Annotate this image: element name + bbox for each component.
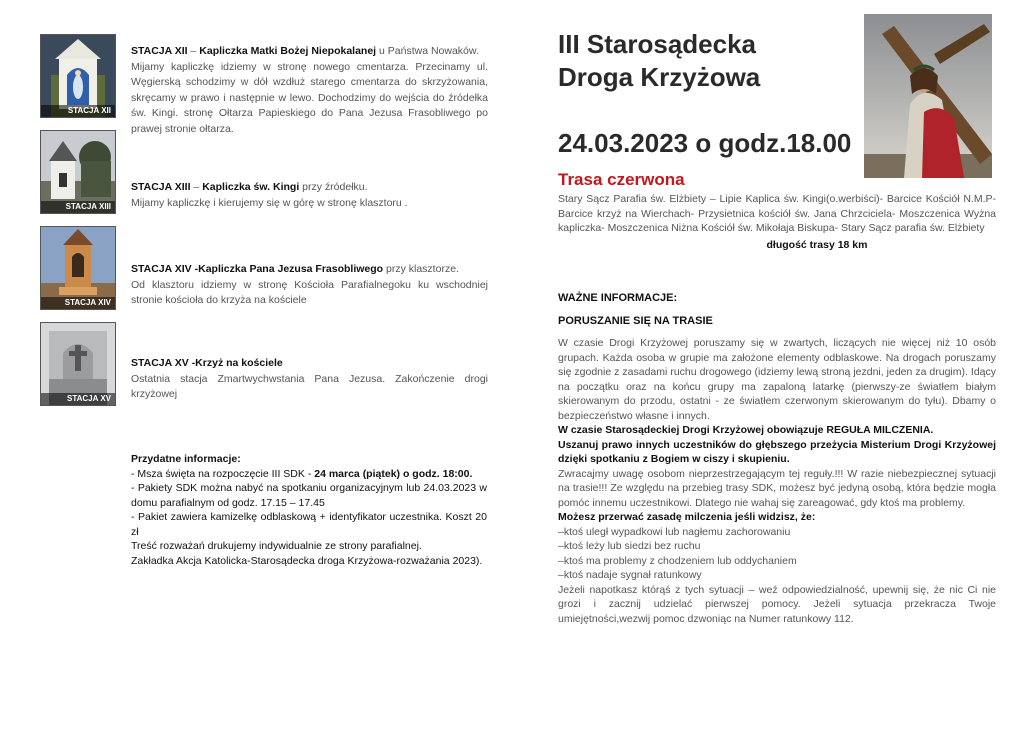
useful-info-item: - Pakiety SDK można nabyć na spotkaniu organizacyjnym lub 24.03.2023 w domu parafialnym od godz. 17.15 – 17.45 [131, 482, 487, 509]
station-xv [40, 322, 490, 418]
station-xii-desc: Mijamy kapliczkę idziemy w stronę nowego cmentarza. Przecinamy ul. Węgierską schodzimy w dół wzdłuż starego cmentarza do skrzyżowania, skręcamy w prawo i następnie w lewo. Dochodzimy do wejścia do źródełka św. Kingi. stronę Ołtarza Papieskiego do Pana Jezusa Frasobliwego po prawej stronie ołtarza. [131, 60, 488, 135]
important-info-heading: WAŻNE INFORMACJE: [558, 292, 678, 304]
station-xiii-tag: STACJA XIII [41, 201, 115, 213]
route-section [558, 170, 996, 251]
station-xv-photo [40, 322, 116, 406]
useful-info-line: Zakładka Akcja Katolicka-Starosądecka droga Krzyżowa-rozważania 2023). [131, 554, 483, 567]
useful-info [131, 452, 487, 568]
useful-info-item: - Pakiet zawiera kamizelkę odblaskową + identyfikator uczestnika. Koszt 20 zł [131, 511, 487, 538]
useful-info-line: Treść rozważań drukujemy indywidualnie ze strony parafialnej. [131, 540, 422, 552]
station-xiv [40, 226, 490, 322]
station-xiv-suffix: przy klasztorze. [383, 263, 459, 275]
jesus-image [864, 14, 992, 178]
list-item: –ktoś leży lub siedzi bez ruchu [558, 540, 701, 552]
respect-paragraph: Uszanuj prawo innych uczestników do głębszego przeżycia Misterium Drogi Krzyżowej dzięki spotkaniu z Bogiem w ciszy i skupieniu. [558, 438, 996, 465]
list-item: –ktoś uległ wypadkowi lub nagłemu zachorowaniu [558, 525, 791, 538]
station-xiii-text: STACJA XIII – Kapliczka św. Kingi przy źródełku. Mijamy kapliczkę i kierujemy się w górę w stronę klasztoru . [131, 181, 408, 209]
silence-rule: W czasie Starosądeckiej Drogi Krzyżowej obowiązuje REGUŁA MILCZENIA. [558, 424, 934, 436]
list-item: –ktoś nadaje sygnał ratunkowy [558, 569, 702, 581]
station-xii-title: STACJA XII [131, 45, 188, 57]
jesus-carrying-cross-image [864, 14, 992, 178]
station-xiv-tag: STACJA XIV [41, 297, 115, 309]
useful-info-mass: - Msza święta na rozpoczęcie III SDK - [131, 467, 315, 480]
station-xiii-desc: Mijamy kapliczkę i kierujemy się w górę w stronę klasztoru . [131, 196, 408, 209]
route-length: długość trasy 18 km [766, 238, 868, 251]
important-info [558, 291, 996, 626]
station-xiii-suffix: przy źródełku. [299, 181, 368, 193]
station-xiii-photo [40, 130, 116, 214]
useful-info-heading: Przydatne informacje: [131, 453, 241, 465]
station-xiv-title: STACJA XIV [131, 263, 192, 275]
useful-info-mass-date: 24 marca (piątek) o godz. 18:00. [314, 467, 473, 480]
movement-paragraph: W czasie Drogi Krzyżowej poruszamy się w zwartych, liczących nie więcej niż 10 osób grupach. Każda osoba w grupie ma założone elementy odblaskowe. Na drogach poruszamy się zgodnie z zasadami ruchu drogowego (idziemy lewą stroną jezdni, jeden za drugim). Idący na początku oraz na końcu grupy ma zapaloną latarkę (pierwszy-ze światłem białym skierowanym do przodu, ostatni - ze światłem czerwonym skierowanym do tyłu). Dbamy o bezpieczeństwo własne i innych. [558, 337, 996, 422]
station-xii-tag: STACJA XII [41, 105, 115, 117]
station-xiii-title: STACJA XIII [131, 181, 191, 193]
station-xiv-name: -Kapliczka Pana Jezusa Frasobliwego [194, 263, 384, 275]
break-silence-heading: Możesz przerwać zasadę milczenia jeśli widzisz, że: [558, 511, 816, 523]
movement-heading: PORUSZANIE SIĘ NA TRASIE [558, 314, 713, 327]
station-xii-text: STACJA XII – Kapliczka Matki Bożej Niepokalanej u Państwa Nowaków. Mijamy kapliczkę idziemy w stronę nowego cmentarza. Przecinamy ul. Węgierską schodzimy w dół wzdłuż starego cmentarza do skrzyżowania, skręcamy w prawo i następnie w lewo. Dochodzimy do wejścia do źródełka św. Kingi. stronę Ołtarza Papieskiego do Pana Jezusa Frasobliwego po prawej stronie ołtarza. [131, 45, 488, 135]
station-xii-name: Kapliczka Matki Bożej Niepokalanej [199, 45, 377, 57]
safety-paragraph: Zwracajmy uwagę osobom nieprzestrzegającym tej reguły.!!! W razie niebezpiecznej sytuacji na trasie!!! Ze względu na przebieg trasy SDK, możesz być jedyną osobą, która będzie mogła pomóc innemu uczestnikowi. Dlatego nie wahaj się zareagować, gdy ktoś ma problemy. [558, 467, 996, 509]
title-line-1: III Starosądecka [558, 29, 756, 59]
station-xiv-desc: Od klasztoru idziemy w stronę Kościoła Parafialnegoku ku wschodniej stronie kościoła do krzyża na kościele [131, 278, 488, 306]
page-title [558, 28, 858, 94]
event-date: 24.03.2023 o godz.18.00 [558, 128, 852, 158]
station-xv-desc: Ostatnia stacja Zmartwychwstania Pana Jezusa. Zakończenie drogi krzyżowej [131, 372, 488, 400]
station-xiv-photo [40, 226, 116, 310]
station-xii-suffix: u Państwa Nowaków. [376, 45, 479, 57]
station-xv-title: STACJA XV [131, 357, 189, 369]
list-item: –ktoś ma problemy z chodzeniem lub oddychaniem [558, 554, 797, 567]
station-xii [40, 34, 490, 135]
useful-info-item [131, 467, 487, 482]
station-xv-name: -Krzyż na kościele [191, 357, 283, 369]
left-page [40, 34, 490, 418]
station-xii-photo [40, 34, 116, 118]
route-description: Stary Sącz Parafia św. Elżbiety – Lipie Kaplica św. Kingi(o.werbiści)- Barcice Kościół N.M.P- Barcice krzyż na Wierchach- Przysietnica kościół św. Jana Chrzciciela- Moszczenica Wyżna kapliczka- Moszczenica Niżna Kościół św. Mikołaja Biskupa- Stary Sącz parafia św. Elżbiety [558, 193, 996, 234]
station-xiii [40, 130, 490, 226]
route-title: Trasa czerwona [558, 170, 685, 189]
first-aid-paragraph: Jeżeli napotkasz którąś z tych sytuacji – weź odpowiedzialność, upewnij się, że nic Ci nie grozi i zacznij udzielać pierwszej pomocy. Jeżeli sytuacja przekracza Twoje umiejętności,wezwij pomoc dzwoniąc na Numer ratunkowy 112. [558, 583, 996, 625]
station-xv-text [131, 356, 488, 403]
station-xiii-name: Kapliczka św. Kingi [202, 181, 300, 193]
station-xiv-text [131, 262, 488, 309]
title-line-2: Droga Krzyżowa [558, 62, 761, 92]
station-xv-tag: STACJA XV [41, 393, 115, 405]
